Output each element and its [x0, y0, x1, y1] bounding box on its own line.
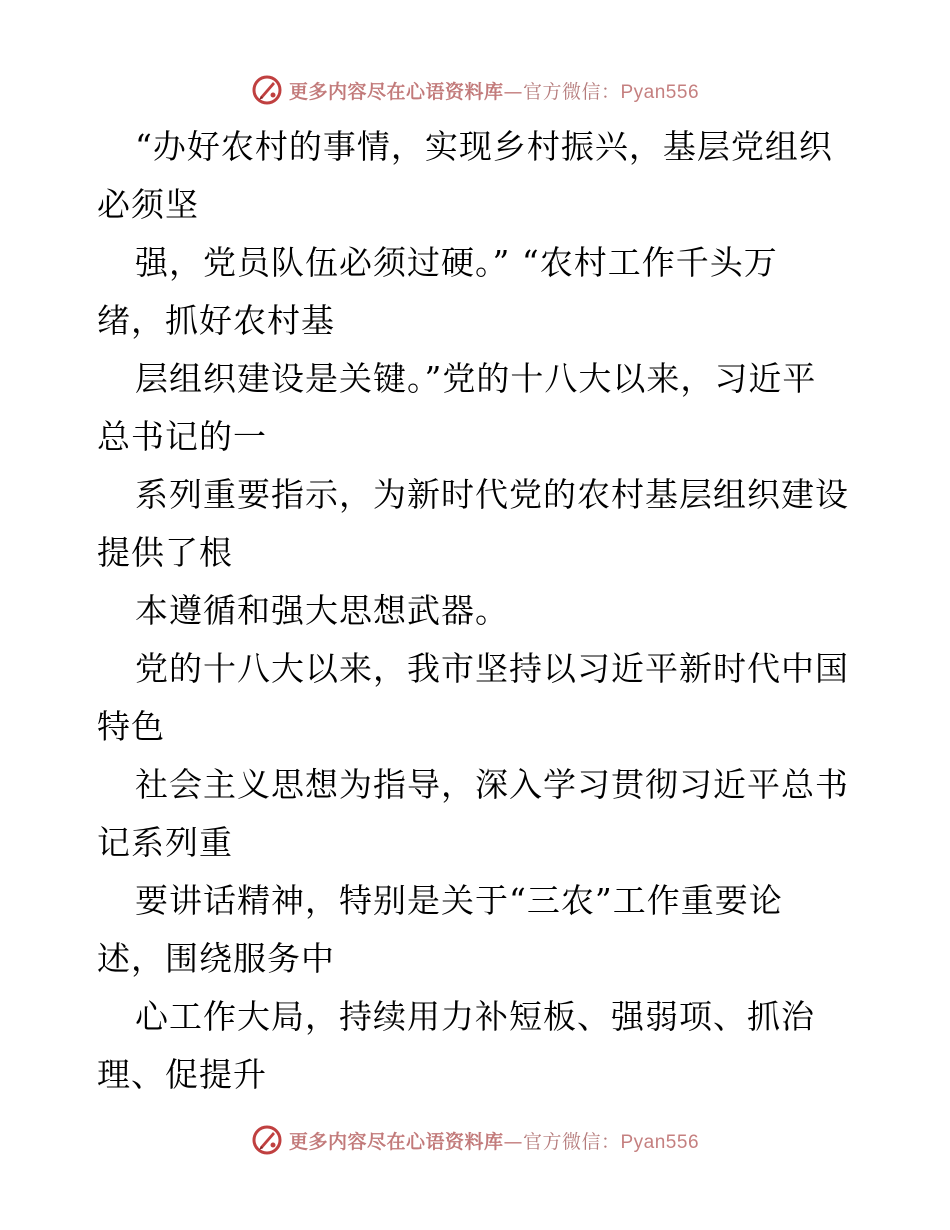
- body-line: 要讲话精神，特别是关于“三农”工作重要论: [135, 881, 783, 920]
- body-line: 记系列重: [97, 823, 233, 862]
- body-line: 绪，抓好农村基: [97, 301, 335, 340]
- header-banner-sub: 官方微信：: [522, 80, 621, 103]
- body-line: 党的十八大以来，我市坚持以习近平新时代中国: [135, 649, 849, 688]
- body-line: 层组织建设是关键。”党的十八大以来，习近平: [135, 359, 817, 398]
- footer-banner-id: Pyan556: [620, 1131, 700, 1153]
- body-line: 总书记的一: [97, 417, 267, 456]
- document-body: [97, 118, 857, 1104]
- body-line: 心工作大局，持续用力补短板、强弱项、抓治: [135, 997, 815, 1036]
- header-banner-main: 更多内容尽在心语资料库: [288, 80, 504, 103]
- body-line: 述，围绕服务中: [97, 939, 335, 978]
- body-line: 理、促提升: [97, 1055, 267, 1094]
- body-line: 提供了根: [97, 533, 233, 572]
- header-banner-id: Pyan556: [620, 81, 700, 103]
- quill-pen-logo-icon: [251, 74, 283, 106]
- body-line: 必须坚: [97, 185, 199, 224]
- footer-banner: [0, 1120, 950, 1160]
- body-line: 特色: [97, 707, 165, 746]
- body-line: 强，党员队伍必须过硬。” “农村工作千头万: [135, 243, 778, 282]
- body-line: 本遵循和强大思想武器。: [135, 591, 509, 630]
- footer-banner-text: [289, 1127, 699, 1154]
- header-banner-text: [289, 77, 699, 104]
- footer-banner-content: [251, 1124, 699, 1156]
- body-line: 系列重要指示，为新时代党的农村基层组织建设: [135, 475, 849, 514]
- body-line: 社会主义思想为指导，深入学习贯彻习近平总书: [135, 765, 849, 804]
- header-banner-dash: —: [503, 80, 523, 103]
- header-banner-content: [251, 74, 699, 106]
- header-banner: [0, 70, 950, 110]
- body-line: “办好农村的事情，实现乡村振兴，基层党组织: [135, 127, 833, 166]
- footer-banner-sub: 官方微信：: [522, 1130, 621, 1153]
- quill-pen-logo-icon: [251, 1124, 283, 1156]
- footer-banner-main: 更多内容尽在心语资料库: [288, 1130, 504, 1153]
- footer-banner-dash: —: [503, 1130, 523, 1153]
